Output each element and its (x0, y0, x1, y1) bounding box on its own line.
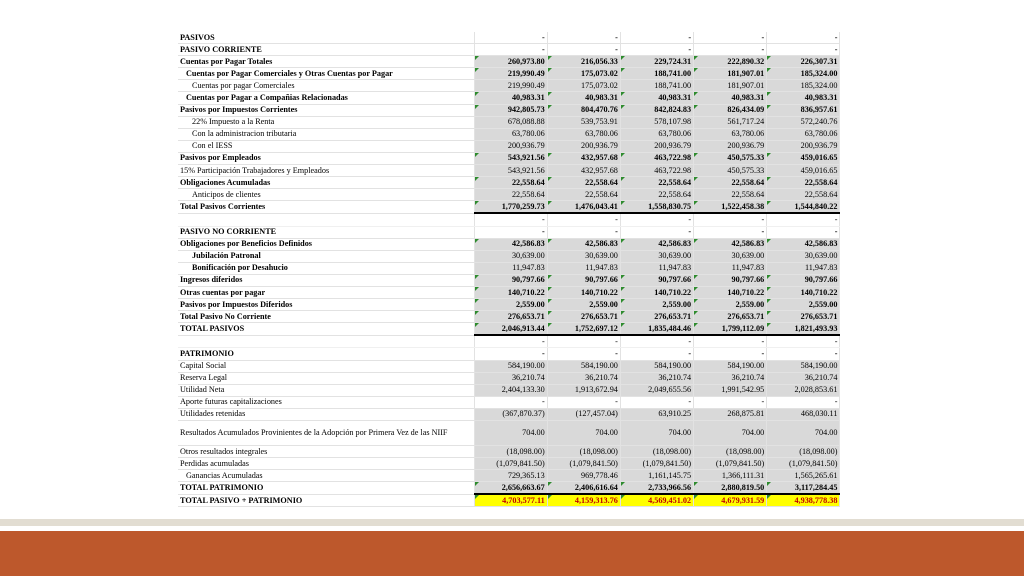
row-value: - (474, 335, 547, 348)
table-row (178, 189, 840, 201)
row-value: 2,559.00 (547, 299, 620, 311)
row-value: 63,910.25 (620, 408, 693, 420)
row-value: 1,991,542.95 (694, 384, 767, 396)
row-value: 276,653.71 (767, 311, 840, 323)
row-value: 181,907.01 (694, 80, 767, 92)
row-value: 63,780.06 (694, 128, 767, 140)
row-value: 704.00 (694, 421, 767, 446)
row-value: 450,575.33 (694, 152, 767, 164)
row-value: 561,717.24 (694, 116, 767, 128)
row-value: (1,079,841.50) (474, 458, 547, 470)
row-value: 1,544,840.22 (767, 201, 840, 214)
row-value: 2,656,663.67 (474, 482, 547, 495)
row-value: 140,710.22 (694, 286, 767, 298)
row-value: 63,780.06 (474, 128, 547, 140)
row-value: 578,107.98 (620, 116, 693, 128)
table-row (178, 348, 840, 360)
row-value: 11,947.83 (547, 262, 620, 274)
row-value: (127,457.04) (547, 408, 620, 420)
row-label: Bonificación por Desahucio (178, 262, 474, 274)
row-value: - (694, 44, 767, 56)
row-label: TOTAL PASIVO + PATRIMONIO (178, 494, 474, 507)
row-value: 188,741.00 (620, 68, 693, 80)
row-value: 22,558.64 (547, 189, 620, 201)
row-value: - (694, 348, 767, 360)
row-value: 584,190.00 (547, 360, 620, 372)
table-row (178, 372, 840, 384)
row-value: 200,936.79 (474, 140, 547, 152)
row-value: 276,653.71 (694, 311, 767, 323)
row-value: 36,210.74 (694, 372, 767, 384)
row-value: 584,190.00 (694, 360, 767, 372)
row-value: - (620, 335, 693, 348)
row-value: - (547, 44, 620, 56)
row-label: PASIVO NO CORRIENTE (178, 226, 474, 238)
row-value: 30,639.00 (474, 250, 547, 262)
row-value: 219,990.49 (474, 80, 547, 92)
row-value: 22,558.64 (620, 177, 693, 189)
row-value: 260,973.80 (474, 56, 547, 68)
row-value: 268,875.81 (694, 408, 767, 420)
row-label: 22% Impuesto a la Renta (178, 116, 474, 128)
row-value: 2,406,616.64 (547, 482, 620, 495)
row-value: 2,046,913.44 (474, 323, 547, 336)
row-value: - (474, 396, 547, 408)
row-label: Cuentas por Pagar a Compañias Relacionadas (178, 92, 474, 104)
row-value: - (767, 348, 840, 360)
row-value: 1,366,111.31 (694, 470, 767, 482)
row-value: 584,190.00 (620, 360, 693, 372)
row-label: Obligaciones Acumuladas (178, 177, 474, 189)
row-value: 36,210.74 (620, 372, 693, 384)
row-label: TOTAL PATRIMONIO (178, 482, 474, 495)
row-value: 543,921.56 (474, 152, 547, 164)
row-value: 200,936.79 (694, 140, 767, 152)
row-value: - (620, 226, 693, 238)
row-value: 200,936.79 (620, 140, 693, 152)
row-value: (18,098.00) (547, 446, 620, 458)
table-row (178, 360, 840, 372)
row-label: TOTAL PASIVOS (178, 323, 474, 336)
row-value: 22,558.64 (620, 189, 693, 201)
table-row (178, 299, 840, 311)
row-value: - (547, 213, 620, 226)
row-label: Con la administracion tributaria (178, 128, 474, 140)
row-value: 90,797.66 (547, 274, 620, 286)
table-row (178, 384, 840, 396)
row-value: 1,799,112.09 (694, 323, 767, 336)
row-value: 2,559.00 (474, 299, 547, 311)
row-value: 1,821,493.93 (767, 323, 840, 336)
table-row (178, 165, 840, 177)
row-value: 140,710.22 (547, 286, 620, 298)
balance-sheet-table (178, 32, 840, 507)
row-value: 42,586.83 (620, 238, 693, 250)
row-value: 181,907.01 (694, 68, 767, 80)
row-value: 140,710.22 (767, 286, 840, 298)
row-value: 4,569,451.02 (620, 494, 693, 507)
table-row (178, 458, 840, 470)
row-value: 22,558.64 (547, 177, 620, 189)
row-value: 30,639.00 (694, 250, 767, 262)
row-value: 11,947.83 (767, 262, 840, 274)
row-value: 2,404,133.30 (474, 384, 547, 396)
table-row (178, 286, 840, 298)
row-value: 1,565,265.61 (767, 470, 840, 482)
table-row (178, 494, 840, 507)
row-value: 2,028,853.61 (767, 384, 840, 396)
row-value: 200,936.79 (547, 140, 620, 152)
row-value: 11,947.83 (620, 262, 693, 274)
table-row (178, 44, 840, 56)
row-value: - (620, 44, 693, 56)
row-label: Cuentas por pagar Comerciales (178, 80, 474, 92)
row-value: 40,983.31 (620, 92, 693, 104)
row-value: 2,559.00 (767, 299, 840, 311)
row-value: (1,079,841.50) (547, 458, 620, 470)
row-value: 459,016.65 (767, 152, 840, 164)
row-value: (18,098.00) (767, 446, 840, 458)
row-label: Otros resultados integrales (178, 446, 474, 458)
table-row (178, 104, 840, 116)
row-value: 22,558.64 (474, 189, 547, 201)
row-value: - (547, 335, 620, 348)
row-value: 704.00 (547, 421, 620, 446)
row-value: 969,778.46 (547, 470, 620, 482)
table-row (178, 128, 840, 140)
row-value: 90,797.66 (694, 274, 767, 286)
row-label (178, 335, 474, 348)
row-value: - (767, 213, 840, 226)
row-label: Ingresos diferidos (178, 274, 474, 286)
row-value: (18,098.00) (694, 446, 767, 458)
table-row (178, 274, 840, 286)
row-value: - (767, 335, 840, 348)
row-value: 729,365.13 (474, 470, 547, 482)
row-label: Total Pasivos Corrientes (178, 201, 474, 214)
row-value: 175,073.02 (547, 80, 620, 92)
row-value: 219,990.49 (474, 68, 547, 80)
table-row (178, 56, 840, 68)
row-value: 1,522,458.38 (694, 201, 767, 214)
row-value: 42,586.83 (694, 238, 767, 250)
row-value: (1,079,841.50) (620, 458, 693, 470)
row-value: 22,558.64 (694, 189, 767, 201)
row-value: 42,586.83 (547, 238, 620, 250)
row-value: - (620, 213, 693, 226)
row-value: 826,434.09 (694, 104, 767, 116)
row-value: 704.00 (767, 421, 840, 446)
row-value: 704.00 (620, 421, 693, 446)
row-label (178, 213, 474, 226)
row-value: 2,049,655.56 (620, 384, 693, 396)
table-row (178, 262, 840, 274)
row-label: Obligaciones por Beneficios Definidos (178, 238, 474, 250)
row-value: 1,835,484.46 (620, 323, 693, 336)
row-label: Ganancias Acumuladas (178, 470, 474, 482)
row-value: 463,722.98 (620, 165, 693, 177)
table-row (178, 421, 840, 446)
footer-bar (0, 531, 1024, 576)
row-value: (1,079,841.50) (767, 458, 840, 470)
row-value: 22,558.64 (474, 177, 547, 189)
row-label: Aporte futuras capitalizaciones (178, 396, 474, 408)
row-value: 836,957.61 (767, 104, 840, 116)
row-value: 459,016.65 (767, 165, 840, 177)
row-label: Perdidas acumuladas (178, 458, 474, 470)
row-value: 1,913,672.94 (547, 384, 620, 396)
table-row (178, 177, 840, 189)
table-row (178, 323, 840, 336)
table-row (178, 201, 840, 214)
row-label: PASIVOS (178, 32, 474, 44)
row-value: 63,780.06 (767, 128, 840, 140)
table-row (178, 470, 840, 482)
row-value: - (694, 396, 767, 408)
row-value: 1,558,830.75 (620, 201, 693, 214)
table-row (178, 32, 840, 44)
row-value: (1,079,841.50) (694, 458, 767, 470)
row-value: 1,476,043.41 (547, 201, 620, 214)
row-value: - (694, 335, 767, 348)
table-row (178, 140, 840, 152)
row-value: - (694, 32, 767, 44)
row-value: 42,586.83 (767, 238, 840, 250)
row-value: - (694, 213, 767, 226)
row-value: 2,559.00 (620, 299, 693, 311)
row-label: PASIVO CORRIENTE (178, 44, 474, 56)
row-label: Con el IESS (178, 140, 474, 152)
row-value: 40,983.31 (694, 92, 767, 104)
balance-sheet-body (178, 32, 840, 507)
row-value: - (767, 226, 840, 238)
row-value: 42,586.83 (474, 238, 547, 250)
row-value: 678,088.88 (474, 116, 547, 128)
row-value: - (547, 32, 620, 44)
table-row (178, 311, 840, 323)
row-value: 942,805.73 (474, 104, 547, 116)
row-value: 4,938,778.38 (767, 494, 840, 507)
table-row (178, 408, 840, 420)
row-label: Cuentas por Pagar Totales (178, 56, 474, 68)
row-value: 432,957.68 (547, 165, 620, 177)
row-value: 188,741.00 (620, 80, 693, 92)
row-value: - (547, 396, 620, 408)
table-row (178, 446, 840, 458)
table-row (178, 335, 840, 348)
row-label: Anticipos de clientes (178, 189, 474, 201)
row-label: Reserva Legal (178, 372, 474, 384)
table-row (178, 152, 840, 164)
row-value: 30,639.00 (547, 250, 620, 262)
row-value: - (474, 226, 547, 238)
row-value: - (474, 44, 547, 56)
row-value: 90,797.66 (474, 274, 547, 286)
row-value: - (547, 226, 620, 238)
row-value: 11,947.83 (694, 262, 767, 274)
row-value: 572,240.76 (767, 116, 840, 128)
table-row (178, 238, 840, 250)
row-value: (18,098.00) (474, 446, 547, 458)
row-value: - (547, 348, 620, 360)
row-value: 1,161,145.75 (620, 470, 693, 482)
row-label: Pasivos por Impuestos Diferidos (178, 299, 474, 311)
row-value: 704.00 (474, 421, 547, 446)
row-value: 40,983.31 (767, 92, 840, 104)
row-value: - (474, 213, 547, 226)
row-value: 432,957.68 (547, 152, 620, 164)
row-label: Utilidades retenidas (178, 408, 474, 420)
row-value: 842,824.83 (620, 104, 693, 116)
footer-divider (0, 519, 1024, 526)
table-row (178, 68, 840, 80)
row-value: - (694, 226, 767, 238)
row-value: 22,558.64 (694, 177, 767, 189)
row-value: 216,056.33 (547, 56, 620, 68)
row-value: 140,710.22 (620, 286, 693, 298)
row-label: Utilidad Neta (178, 384, 474, 396)
row-value: 36,210.74 (547, 372, 620, 384)
row-label: 15% Participación Trabajadores y Empleados (178, 165, 474, 177)
row-label: Capital Social (178, 360, 474, 372)
row-value: 804,470.76 (547, 104, 620, 116)
table-row (178, 92, 840, 104)
row-value: - (767, 396, 840, 408)
row-value: 63,780.06 (547, 128, 620, 140)
row-value: 1,752,697.12 (547, 323, 620, 336)
row-value: 36,210.74 (474, 372, 547, 384)
row-value: - (767, 44, 840, 56)
row-value: 584,190.00 (474, 360, 547, 372)
table-row (178, 250, 840, 262)
row-value: 36,210.74 (767, 372, 840, 384)
row-value: 1,770,259.73 (474, 201, 547, 214)
row-value: - (620, 396, 693, 408)
row-value: - (474, 32, 547, 44)
row-value: (18,098.00) (620, 446, 693, 458)
row-value: 4,679,931.59 (694, 494, 767, 507)
row-value: 450,575.33 (694, 165, 767, 177)
row-value: 40,983.31 (474, 92, 547, 104)
row-label: Resultados Acumulados Provinientes de la Adopción por Primera Vez de las NIIF (178, 421, 474, 446)
row-label: Total Pasivo No Corriente (178, 311, 474, 323)
table-row (178, 482, 840, 495)
row-value: 11,947.83 (474, 262, 547, 274)
table-row (178, 226, 840, 238)
row-value: 226,307.31 (767, 56, 840, 68)
table-row (178, 116, 840, 128)
row-value: 140,710.22 (474, 286, 547, 298)
row-value: 185,324.00 (767, 68, 840, 80)
row-label: Otras cuentas por pagar (178, 286, 474, 298)
table-row (178, 396, 840, 408)
row-value: 543,921.56 (474, 165, 547, 177)
row-value: (367,870.37) (474, 408, 547, 420)
row-value: 584,190.00 (767, 360, 840, 372)
row-value: 90,797.66 (767, 274, 840, 286)
row-value: 30,639.00 (620, 250, 693, 262)
row-label: Pasivos por Empleados (178, 152, 474, 164)
row-value: 4,703,577.11 (474, 494, 547, 507)
table-row (178, 213, 840, 226)
row-value: 22,558.64 (767, 177, 840, 189)
row-value: 468,030.11 (767, 408, 840, 420)
row-value: 276,653.71 (474, 311, 547, 323)
row-value: 3,117,284.45 (767, 482, 840, 495)
row-value: 276,653.71 (547, 311, 620, 323)
row-value: - (620, 348, 693, 360)
table-row (178, 80, 840, 92)
row-label: PATRIMONIO (178, 348, 474, 360)
row-value: 463,722.98 (620, 152, 693, 164)
row-value: - (474, 348, 547, 360)
row-value: - (620, 32, 693, 44)
row-value: 276,653.71 (620, 311, 693, 323)
row-value: 22,558.64 (767, 189, 840, 201)
row-value: 185,324.00 (767, 80, 840, 92)
row-value: 2,559.00 (694, 299, 767, 311)
row-label: Cuentas por Pagar Comerciales y Otras Cuentas por Pagar (178, 68, 474, 80)
row-value: 30,639.00 (767, 250, 840, 262)
row-value: 63,780.06 (620, 128, 693, 140)
row-value: 222,890.32 (694, 56, 767, 68)
row-value: 90,797.66 (620, 274, 693, 286)
row-value: 229,724.31 (620, 56, 693, 68)
row-value: 4,159,313.76 (547, 494, 620, 507)
row-label: Pasivos por Impuestos Corrientes (178, 104, 474, 116)
row-label: Jubilación Patronal (178, 250, 474, 262)
row-value: - (767, 32, 840, 44)
row-value: 539,753.91 (547, 116, 620, 128)
row-value: 200,936.79 (767, 140, 840, 152)
row-value: 40,983.31 (547, 92, 620, 104)
row-value: 175,073.02 (547, 68, 620, 80)
row-value: 2,733,966.56 (620, 482, 693, 495)
row-value: 2,880,819.50 (694, 482, 767, 495)
